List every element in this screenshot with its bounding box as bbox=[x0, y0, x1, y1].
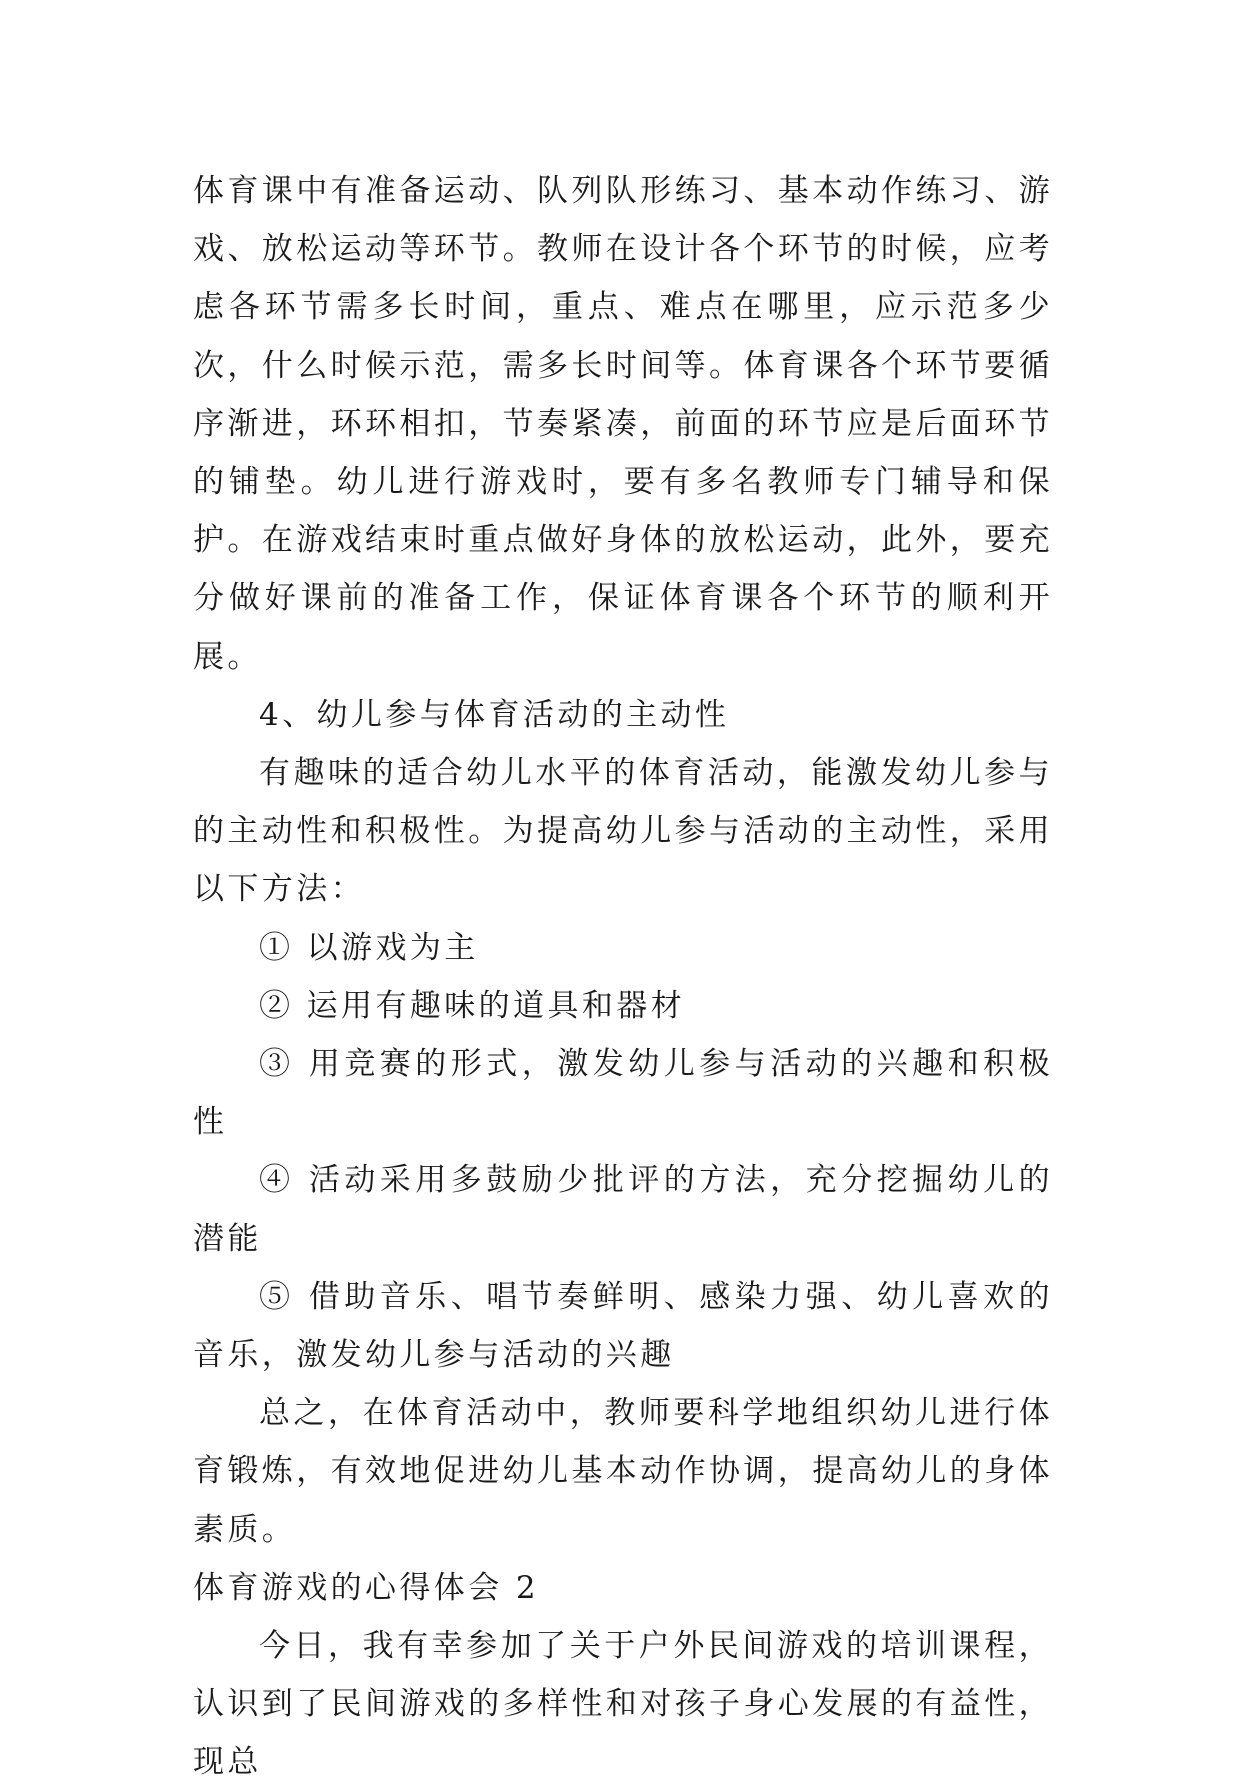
list-item: ⑤ 借助音乐、唱节奏鲜明、感染力强、幼儿喜欢的音乐，激发幼儿参与活动的兴趣 bbox=[193, 1278, 1053, 1374]
list-item: ④ 活动采用多鼓励少批评的方法，充分挖掘幼儿的潜能 bbox=[193, 1162, 1053, 1257]
methods-list bbox=[193, 919, 1053, 1385]
paragraph-conclusion: 总之，在体育活动中，教师要科学地组织幼儿进行体育锻炼，有效地促进幼儿基本动作协调，提高幼儿的身体素质。 bbox=[193, 1395, 1053, 1548]
section-heading-initiative: 4、幼儿参与体育活动的主动性 bbox=[259, 696, 730, 733]
list-item: ② 运用有趣味的道具和器材 bbox=[259, 987, 686, 1024]
paragraph-folk-games-training: 今日，我有幸参加了关于户外民间游戏的培训课程，认识到了民间游戏的多样性和对孩子身心发展的有益性，现总 bbox=[193, 1628, 1053, 1781]
article-title: 体育游戏的心得体会 2 bbox=[193, 1569, 539, 1606]
document-body bbox=[193, 162, 1053, 1792]
paragraph-course-segments: 体育课中有准备运动、队列队形练习、基本动作练习、游戏、放松运动等环节。教师在设计各个环节的时候，应考虑各环节需多长时间，重点、难点在哪里，应示范多少次，什么时候示范，需多长时间等。体育课各个环节要循序渐进，环环相扣，节奏紧凑，前面的环节应是后面环节的铺垫。幼儿进行游戏时，要有多名教师专门辅导和保护。在游戏结束时重点做好身体的放松运动，此外，要充分做好课前的准备工作，保证体育课各个环节的顺利开展。 bbox=[193, 173, 1053, 675]
list-item: ① 以游戏为主 bbox=[259, 929, 479, 966]
list-item: ③ 用竞赛的形式，激发幼儿参与活动的兴趣和积极性 bbox=[193, 1046, 1053, 1141]
paragraph-interest-activities: 有趣味的适合幼儿水平的体育活动，能激发幼儿参与的主动性和积极性。为提高幼儿参与活动的主动性，采用以下方法： bbox=[193, 755, 1053, 908]
